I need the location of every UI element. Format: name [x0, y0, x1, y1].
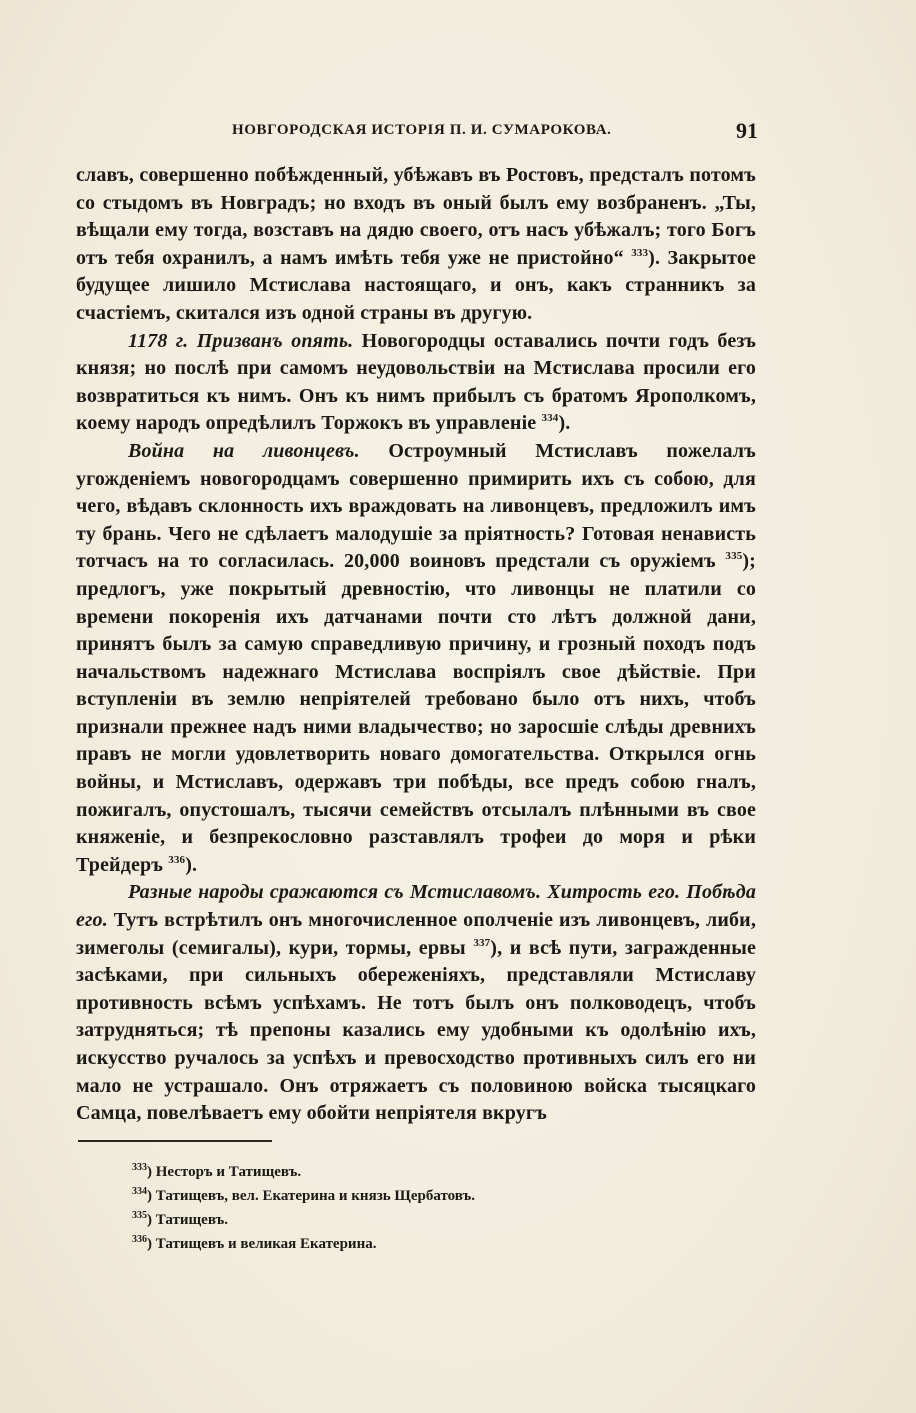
running-header — [232, 118, 772, 148]
footnote-number: 336 — [132, 1234, 147, 1245]
footnote-ref-335: 335 — [725, 550, 743, 563]
main-text — [76, 162, 756, 1128]
footnotes — [132, 1160, 732, 1256]
footnote-number: 335 — [132, 1210, 147, 1221]
paragraph-4 — [76, 879, 756, 1127]
paragraph-3-end: ). — [185, 853, 198, 876]
footnote-334 — [132, 1184, 732, 1208]
footnote-text: ) Татищевъ. — [147, 1212, 229, 1228]
paragraph-3-text-a: Остроумный Мстиславъ пожелалъ угожденіемъ новогородцамъ совершенно примирить ихъ съ собою, для чего, вѣдавъ склонность ихъ враждовать на ливонцевъ, предложилъ имъ ту брань. Чего не сдѣлаетъ малодушіе за пріятность? Готовая ненависть тотчасъ на то согласилась. 20,000 воиновъ предстали съ оружіемъ — [76, 439, 756, 573]
footnote-ref-336: 336 — [168, 853, 186, 866]
footnote-335 — [132, 1208, 732, 1232]
footnote-number: 333 — [132, 1162, 147, 1173]
footnote-ref-334: 334 — [541, 412, 559, 425]
paragraph-1-end: ). Закрытое будущее лишило Мстислава настоящаго, и онъ, какъ странникъ за счастіемъ, скитался изъ одной страны въ другую. — [76, 246, 756, 324]
side-heading-peoples: Разные народы сражаются съ Мстиславомъ. Хитрость его. Побѣда его. — [76, 881, 756, 932]
footnote-text: ) Татищевъ и великая Екатерина. — [147, 1236, 377, 1252]
side-heading-1178: 1178 г. Призванъ опять. — [128, 329, 354, 352]
footnote-ref-333: 333 — [631, 246, 649, 259]
running-title: НОВГОРОДСКАЯ ИСТОРІЯ П. И. СУМАРОКОВА. — [232, 122, 612, 138]
side-heading-war: Война на ливонцевъ. — [128, 439, 360, 462]
footnote-ref-337: 337 — [473, 936, 491, 949]
paragraph-3 — [76, 438, 756, 880]
paragraph-1 — [76, 162, 756, 328]
footnote-text: ) Татищевъ, вел. Екатерина и князь Щербатовъ. — [147, 1188, 476, 1204]
paragraph-4-text-b: ), и всѣ пути, загражденные засѣками, при сильныхъ обереженіяхъ, представляли Мстиславу противность всѣмъ успѣхамъ. Не тотъ былъ онъ полководецъ, чтобъ затрудняться; тѣ препоны казались ему удобными къ одолѣнію ихъ, искусство ручалось за успѣхъ и превосходство противныхъ силъ его ни мало не устрашало. Онъ отряжаетъ съ половиною войска тысяцкаго Самца, повелѣваетъ ему обойти непріятеля вкругъ — [76, 936, 756, 1125]
paragraph-2 — [76, 328, 756, 438]
footnote-333 — [132, 1160, 732, 1184]
paragraph-1-text: славъ, совершенно побѣжденный, убѣжавъ въ Ростовъ, предсталъ потомъ со стыдомъ въ Новградъ; но входъ въ оный былъ ему возбраненъ. „Ты, вѣщали ему тогда, возставъ на дядю своего, отъ насъ убѣжалъ; того Богъ отъ тебя охранилъ, а намъ имѣть тебя уже не пристойно“ — [76, 164, 756, 269]
footnote-336 — [132, 1232, 732, 1256]
paragraph-4-text-a: Тутъ встрѣтилъ онъ многочисленное ополченіе изъ ливонцевъ, либи, зимеголы (семигалы), кури, тормы, ервы — [76, 909, 756, 959]
paragraph-2-text: Новогородцы оставались почти годъ безъ князя; но послѣ при самомъ неудовольствіи на Мстислава просили его возвратиться къ нимъ. Онъ къ нимъ прибылъ съ братомъ Ярополкомъ, коему народъ опредѣлилъ Торжокъ въ управленіе — [76, 329, 757, 435]
footnote-text: ) Несторъ и Татищевъ. — [147, 1164, 302, 1180]
paragraph-2-end: ). — [558, 412, 571, 435]
footnote-number: 334 — [132, 1186, 147, 1197]
footnote-rule — [78, 1140, 272, 1142]
paragraph-3-text-b: ); предлогъ, уже покрытый древностію, что ливонцы не платили со времени покоренія ихъ датчанами почти сто лѣтъ должной дани, принятъ былъ за самую справедливую причину, и грозный походъ подъ начальствомъ надежнаго Мстислава воспріялъ свое дѣйствіе. При вступленіи въ землю непріятелей требовано было отъ нихъ, чтобъ признали прежнее надъ ними владычество; но заросшіе слѣды древнихъ правъ не могли удовлетворить новаго домогательства. Открылся огнь войны, и Мстиславъ, одержавъ три побѣды, все предъ собою гналъ, пожигалъ, опустошалъ, тысячи семействъ отсылалъ плѣнными въ свое княженіе, и безпрекословно разставлялъ трофеи до моря и рѣки Трейдеръ — [76, 550, 756, 876]
page-number: 91 — [736, 118, 758, 143]
